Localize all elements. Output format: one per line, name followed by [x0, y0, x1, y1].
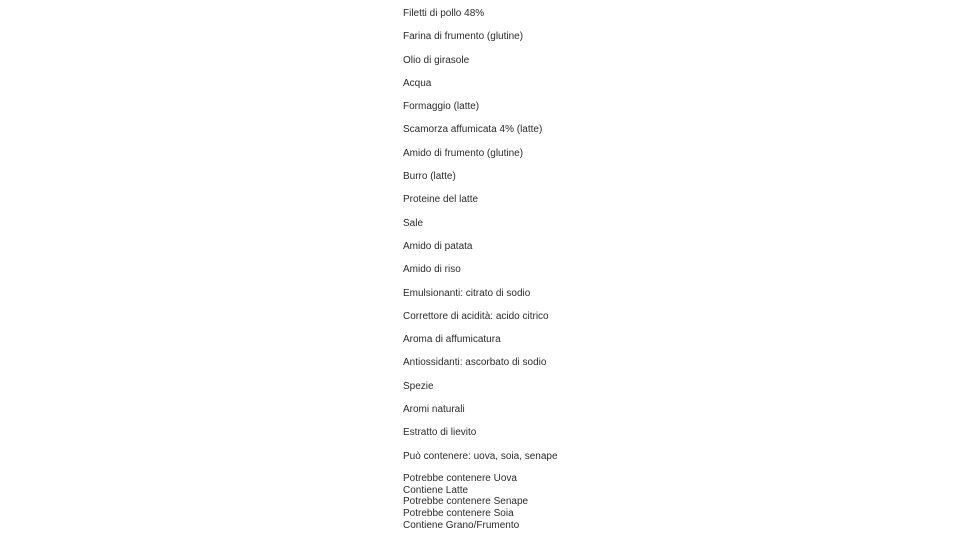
allergen-line: Potrebbe contenere Soia [403, 508, 514, 520]
ingredient-item: Antiossidanti: ascorbato di sodio [403, 357, 547, 369]
ingredient-item: Aroma di affumicatura [403, 334, 501, 346]
ingredient-item: Spezie [403, 380, 434, 392]
ingredient-item: Proteine del latte [403, 194, 479, 206]
ingredient-item: Farina di frumento (glutine) [403, 31, 524, 43]
ingredient-item: Correttore di acidità: acido citrico [403, 310, 549, 322]
ingredient-item: Può contenere: uova, soia, senape [403, 450, 558, 462]
ingredients-list [403, 8, 723, 474]
ingredient-item: Sale [403, 217, 424, 229]
ingredient-item: Formaggio (latte) [403, 101, 480, 113]
allergen-line: Potrebbe contenere Uova [403, 473, 517, 484]
ingredient-item: Amido di patata [403, 240, 473, 252]
ingredient-item: Amido di riso [403, 264, 461, 276]
ingredient-item: Estratto di lievito [403, 427, 477, 439]
ingredient-item: Burro (latte) [403, 171, 456, 183]
ingredient-item: Acqua [403, 77, 432, 89]
ingredient-item: Amido di frumento (glutine) [403, 147, 524, 159]
allergen-line: Contiene Latte [403, 484, 469, 496]
ingredient-item: Emulsionanti: citrato di sodio [403, 287, 531, 299]
ingredient-item: Scamorza affumicata 4% (latte) [403, 124, 543, 136]
allergen-line: Potrebbe contenere Senape [403, 496, 529, 508]
ingredient-item: Olio di girasole [403, 54, 470, 66]
ingredient-item: Filetti di pollo 48% [403, 8, 485, 19]
ingredient-item: Aromi naturali [403, 404, 465, 416]
allergen-line: Contiene Grano/Frumento [403, 519, 520, 531]
allergens-block [403, 473, 723, 532]
